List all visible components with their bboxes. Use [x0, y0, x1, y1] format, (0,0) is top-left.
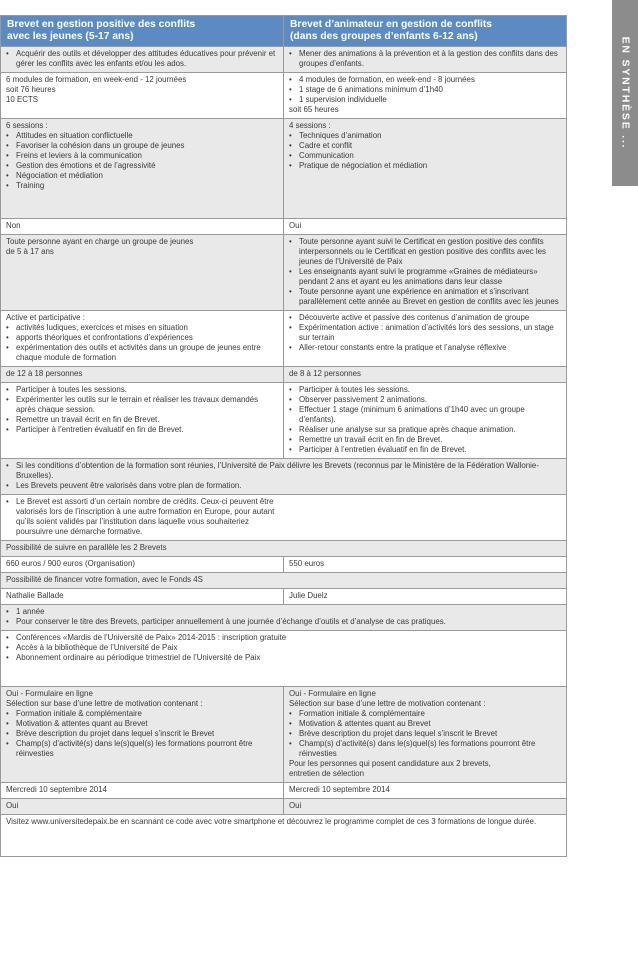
- list-item: • Expérimentation active : animation d’activités lors des sessions, un stage sur terrain: [289, 323, 561, 343]
- row-group-size: [1, 367, 567, 383]
- benefits-cell: [1, 631, 567, 687]
- price-right: 550 euros: [284, 557, 567, 573]
- method-right: [284, 311, 567, 367]
- funding-cell: Possibilité de financer votre formation, avec le Fonds 4S: [1, 573, 567, 589]
- list-item: • Favoriser la cohésion dans un groupe de jeunes: [6, 141, 278, 151]
- row-application: [1, 687, 567, 783]
- list-item: • 4 modules de formation, en week-end - 8 journées: [289, 75, 561, 85]
- group-size-left: de 12 à 18 personnes: [1, 367, 284, 383]
- parallel-cell: Possibilité de suivre en parallèle les 2 Brevets: [1, 541, 567, 557]
- table-header-row: [1, 16, 567, 47]
- list-item: • Motivation & attentes quant au Brevet: [289, 719, 561, 729]
- list-item: • Conférences «Mardis de l’Université de Paix» 2014-2015 : inscription gratuite: [6, 633, 561, 643]
- header-col2-line2: (dans des groupes d’enfants 6-12 ans): [290, 30, 478, 42]
- text-line: Oui - Formulaire en ligne: [289, 689, 376, 698]
- text-line: Oui - Formulaire en ligne: [6, 689, 93, 698]
- row-recycling: [1, 605, 567, 631]
- recycling-cell: [1, 605, 567, 631]
- list-item: • Communication: [289, 151, 561, 161]
- list-item: • Participer à toutes les sessions.: [6, 385, 278, 395]
- list-item: • Acquérir des outils et développer des attitudes éducatives pour prévenir et gérer les conflits avec les enfants et/ou les ados.: [6, 49, 278, 69]
- row-requirements: [1, 383, 567, 459]
- list-item: • Formation initiale & complémentaire: [289, 709, 561, 719]
- list-item: • Découverte active et passive des contenus d’animation de groupe: [289, 313, 561, 323]
- row-start-date: [1, 783, 567, 799]
- sessions-right: [284, 119, 567, 219]
- start-date-right: Mercredi 10 septembre 2014: [284, 783, 567, 799]
- list-item: • Motivation & attentes quant au Brevet: [6, 719, 278, 729]
- modules-right: [284, 73, 567, 119]
- method-left: [1, 311, 284, 367]
- list-item: • Participer à toutes les sessions.: [289, 385, 561, 395]
- text-line: Sélection sur base d’une lettre de motivation contenant :: [6, 699, 203, 708]
- requirements-left: [1, 383, 284, 459]
- sessions-left-title: 6 sessions :: [6, 121, 48, 130]
- text-line: soit 76 heures: [6, 85, 56, 94]
- list-item: • Participer à l’entretien évaluatif en fin de Brevet.: [289, 445, 561, 455]
- method-left-title: Active et participative :: [6, 313, 85, 322]
- trainers-right: Julie Duelz: [284, 589, 567, 605]
- modules-left: [1, 73, 284, 119]
- price-left: 660 euros / 900 euros (Organisation): [1, 557, 284, 573]
- requirements-right: [284, 383, 567, 459]
- list-item: • 1 stage de 6 animations minimum d’1h40: [289, 85, 561, 95]
- row-sessions: [1, 119, 567, 219]
- row-price: [1, 557, 567, 573]
- list-item: • Pour conserver le titre des Brevets, participer annuellement à une journée d’échange d’outils et d’analyse de cas pratiques.: [6, 617, 561, 627]
- trainers-left: Nathalie Ballade: [1, 589, 284, 605]
- list-item: • Brève description du projet dans lequel s’inscrit le Brevet: [6, 729, 278, 739]
- text-line: 6 modules de formation, en week-end - 12 journées: [6, 75, 187, 84]
- list-item: • Négociation et médiation: [6, 171, 278, 181]
- section-tab: [612, 0, 638, 186]
- prerequisite-right: Oui: [284, 219, 567, 235]
- registration-right: Oui: [284, 799, 567, 815]
- row-funding: [1, 573, 567, 589]
- list-item: • Attitudes en situation conflictuelle: [6, 131, 278, 141]
- row-parallel: [1, 541, 567, 557]
- row-benefits: [1, 631, 567, 687]
- list-item: • Champ(s) d’activité(s) dans le(s)quel(s) les formations pourront être réinvesties: [6, 739, 278, 759]
- header-brevet-animateur: [284, 16, 567, 47]
- list-item: • 1 supervision individuelle: [289, 95, 561, 105]
- list-item: • Expérimenter les outils sur le terrain et réaliser les travaux demandés après chaque session.: [6, 395, 278, 415]
- text-line: 10 ECTS: [6, 95, 39, 104]
- application-right: [284, 687, 567, 783]
- header-brevet-conflits-jeunes: [1, 16, 284, 47]
- list-item: • expérimentation des outils et activités dans un groupe de jeunes entre chaque module de formation: [6, 343, 278, 363]
- list-item: • Les enseignants ayant suivi le programme «Graines de médiateurs» pendant 2 ans et ayant eu les animations dans leur classe: [289, 267, 561, 287]
- list-item: • activités ludiques, exercices et mises en situation: [6, 323, 278, 333]
- list-item: • Réaliser une analyse sur sa pratique après chaque animation.: [289, 425, 561, 435]
- footer-note-cell: Visitez www.universitedepaix.be en scannant ce code avec votre smartphone et découvrez le programme complet de ces 3 formations de longue durée.: [1, 815, 567, 857]
- section-tab-label: EN SYNTHÈSE ...: [619, 36, 631, 150]
- list-item: • Cadre et conflit: [289, 141, 561, 151]
- sessions-left: [1, 119, 284, 219]
- list-item: • apports théoriques et confrontations d’expériences: [6, 333, 278, 343]
- list-item: • Participer à l’entretien évaluatif en fin de Brevet.: [6, 425, 278, 435]
- list-item: • Gestion des émotions et de l’agressivité: [6, 161, 278, 171]
- row-trainers: [1, 589, 567, 605]
- row-credits: [1, 495, 567, 541]
- list-item: • Formation initiale & complémentaire: [6, 709, 278, 719]
- list-item: • Remettre un travail écrit en fin de Brevet.: [6, 415, 278, 425]
- list-item: • Champ(s) d’activité(s) dans le(s)quel(s) les formations pourront être réinvesties: [289, 739, 561, 759]
- list-item: • 1 année: [6, 607, 561, 617]
- credits-cell: [1, 495, 567, 541]
- text-line: soit 65 heures: [289, 105, 339, 114]
- list-item: • Aller-retour constants entre la pratique et l’analyse réflexive: [289, 343, 561, 353]
- list-item: • Toute personne ayant une expérience en animation et s’inscrivant parallèlement cette année au Brevet en gestion de conflits avec les jeunes: [289, 287, 561, 307]
- list-item: • Accès à la bibliothèque de l’Université de Paix: [6, 643, 561, 653]
- comparison-table: [0, 15, 567, 857]
- application-left: [1, 687, 284, 783]
- row-modules: [1, 73, 567, 119]
- certification-cell: [1, 459, 567, 495]
- prerequisite-left: Non: [1, 219, 284, 235]
- header-col1-line1: Brevet en gestion positive des conflits: [7, 19, 196, 30]
- list-item: • Effectuer 1 stage (minimum 6 animations d’1h40 avec un groupe d’enfants).: [289, 405, 561, 425]
- list-item: • Si les conditions d’obtention de la formation sont réunies, l’Université de Paix délivre les Brevets (reconnus par le Ministère de la Fédération Wallonie-Bruxelles).: [6, 461, 561, 481]
- list-item: • Le Brevet est assorti d’un certain nombre de crédits. Ceux-ci peuvent être valorisés lors de l’inscription à une autre formation en Europe, pour autant qu’ils soient validés par l’institution dans laquelle vous souhaiteriez poursuivre une démarche formative.: [6, 497, 276, 537]
- list-item: • Techniques d’animation: [289, 131, 561, 141]
- text-line: de 5 à 17 ans: [6, 247, 54, 256]
- list-item: • Toute personne ayant suivi le Certificat en gestion positive des conflits interpersonnels ou le Certificat en gestion positive des conflits avec les jeunes de l’Université de Paix: [289, 237, 561, 267]
- text-line: Toute personne ayant en charge un groupe de jeunes: [6, 237, 194, 246]
- list-item: • Brève description du projet dans lequel s’inscrit le Brevet: [289, 729, 561, 739]
- row-objectives: [1, 47, 567, 73]
- list-item: • Training: [6, 181, 278, 191]
- start-date-left: Mercredi 10 septembre 2014: [1, 783, 284, 799]
- list-item: • Mener des animations à la prévention et à la gestion des conflits dans des groupes d’enfants.: [289, 49, 561, 69]
- row-certification: [1, 459, 567, 495]
- list-item: • Pratique de négociation et médiation: [289, 161, 561, 171]
- group-size-right: de 8 à 12 personnes: [284, 367, 567, 383]
- row-registration: [1, 799, 567, 815]
- header-col1-line2: avec les jeunes (5-17 ans): [7, 30, 134, 42]
- list-item: • Les Brevets peuvent être valorisés dans votre plan de formation.: [6, 481, 561, 491]
- sessions-right-title: 4 sessions :: [289, 121, 331, 130]
- text-line: Sélection sur base d’une lettre de motivation contenant :: [289, 699, 486, 708]
- row-method: [1, 311, 567, 367]
- registration-left: Oui: [1, 799, 284, 815]
- text-line: Pour les personnes qui posent candidature aux 2 brevets,: [289, 759, 491, 768]
- objectives-right: [284, 47, 567, 73]
- row-audience: [1, 235, 567, 311]
- text-line: entretien de sélection: [289, 769, 365, 778]
- audience-left: [1, 235, 284, 311]
- list-item: • Abonnement ordinaire au périodique trimestriel de l’Université de Paix: [6, 653, 561, 663]
- objectives-left: [1, 47, 284, 73]
- list-item: • Remettre un travail écrit en fin de Brevet.: [289, 435, 561, 445]
- list-item: • Observer passivement 2 animations.: [289, 395, 561, 405]
- row-footer-note: [1, 815, 567, 857]
- row-prerequisite: [1, 219, 567, 235]
- audience-right: [284, 235, 567, 311]
- list-item: • Freins et leviers à la communication: [6, 151, 278, 161]
- header-col2-line1: Brevet d’animateur en gestion de conflits: [290, 19, 492, 30]
